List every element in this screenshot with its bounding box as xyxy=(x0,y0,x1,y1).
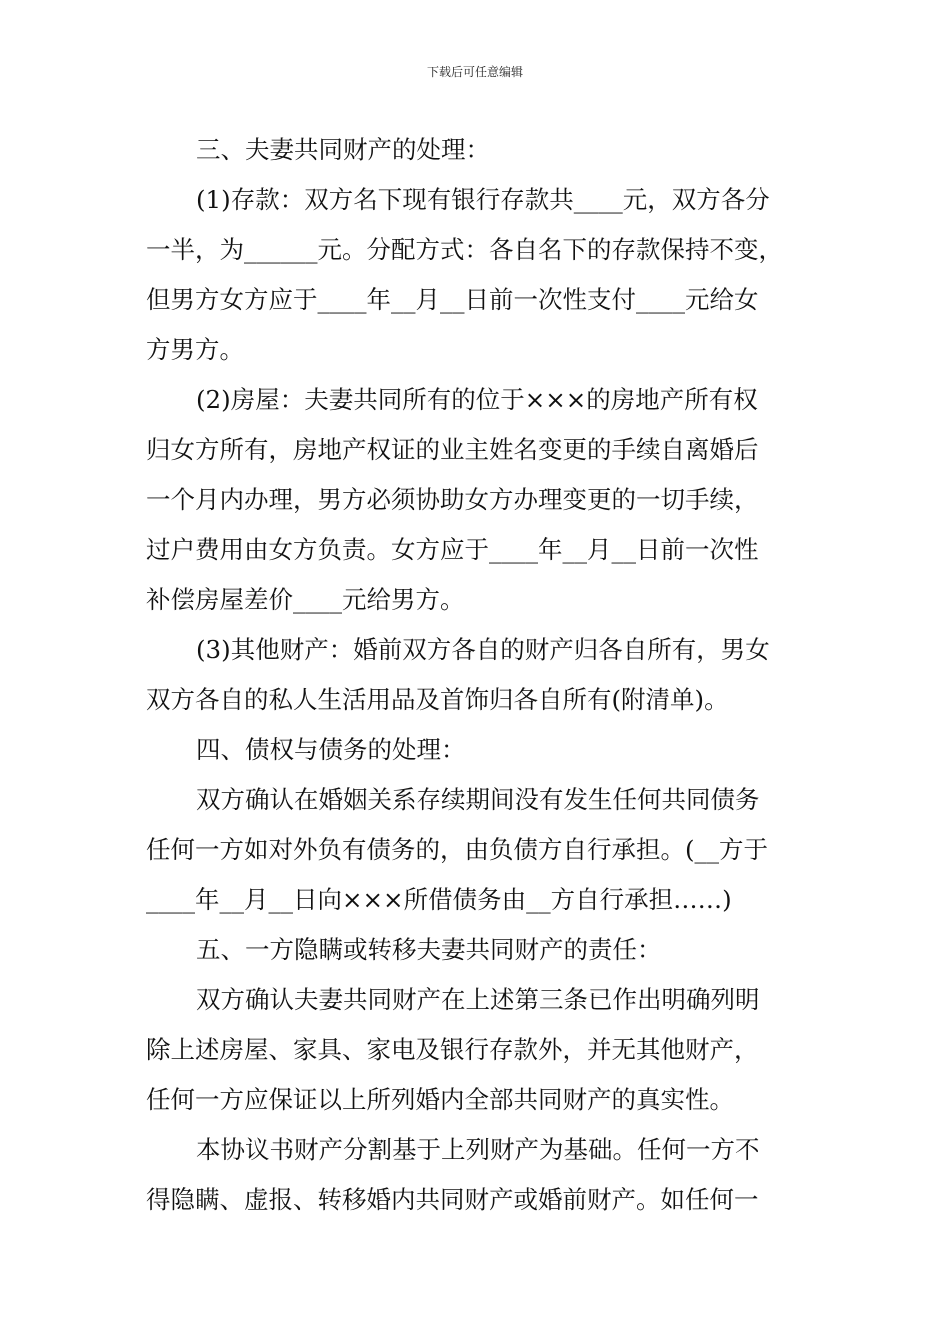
paragraph-line: 任何一方应保证以上所列婚内全部共同财产的真实性。 xyxy=(146,1085,734,1114)
paragraph-line: (3)其他财产：婚前双方各自的财产归各自所有，男女 xyxy=(196,635,770,664)
paragraph-line: 补偿房屋差价____元给男方。 xyxy=(146,585,465,614)
paragraph-line: 归女方所有，房地产权证的业主姓名变更的手续自离婚后 xyxy=(146,435,759,464)
paragraph-line: 方男方。 xyxy=(146,335,244,364)
paragraph-line: 但男方女方应于____年__月__日前一次性支付____元给女 xyxy=(146,285,759,314)
paragraph-line: 一个月内办理，男方必须协助女方办理变更的一切手续， xyxy=(146,485,759,514)
paragraph-line: 本协议书财产分割基于上列财产为基础。任何一方不 xyxy=(196,1135,760,1164)
paragraph-line: (1)存款：双方名下现有银行存款共____元，双方各分 xyxy=(196,185,770,214)
paragraph-line: 双方确认夫妻共同财产在上述第三条已作出明确列明 xyxy=(196,985,760,1014)
page-header-note: 下载后可任意编辑 xyxy=(426,65,523,79)
paragraph-line: 双方各自的私人生活用品及首饰归各自所有(附清单)。 xyxy=(146,685,729,714)
paragraph-line: (2)房屋：夫妻共同所有的位于×××的房地产所有权 xyxy=(196,385,758,414)
paragraph-line: 一半，为______元。分配方式：各自名下的存款保持不变， xyxy=(146,235,783,264)
document-body xyxy=(146,125,826,1225)
paragraph-line: 除上述房屋、家具、家电及银行存款外，并无其他财产， xyxy=(146,1035,759,1064)
paragraph-line: 得隐瞒、虚报、转移婚内共同财产或婚前财产。如任何一 xyxy=(146,1185,759,1214)
paragraph-line: 任何一方如对外负有债务的，由负债方自行承担。(__方于 xyxy=(146,835,769,864)
section-heading-3: 三、夫妻共同财产的处理： xyxy=(196,135,490,164)
section-heading-4: 四、债权与债务的处理： xyxy=(196,735,466,764)
paragraph-line: 双方确认在婚姻关系存续期间没有发生任何共同债务 xyxy=(196,785,760,814)
section-heading-5: 五、一方隐瞒或转移夫妻共同财产的责任： xyxy=(196,935,662,964)
paragraph-line: 过户费用由女方负责。女方应于____年__月__日前一次性 xyxy=(146,535,759,564)
paragraph-line: ____年__月__日向×××所借债务由__方自行承担……) xyxy=(146,885,732,914)
